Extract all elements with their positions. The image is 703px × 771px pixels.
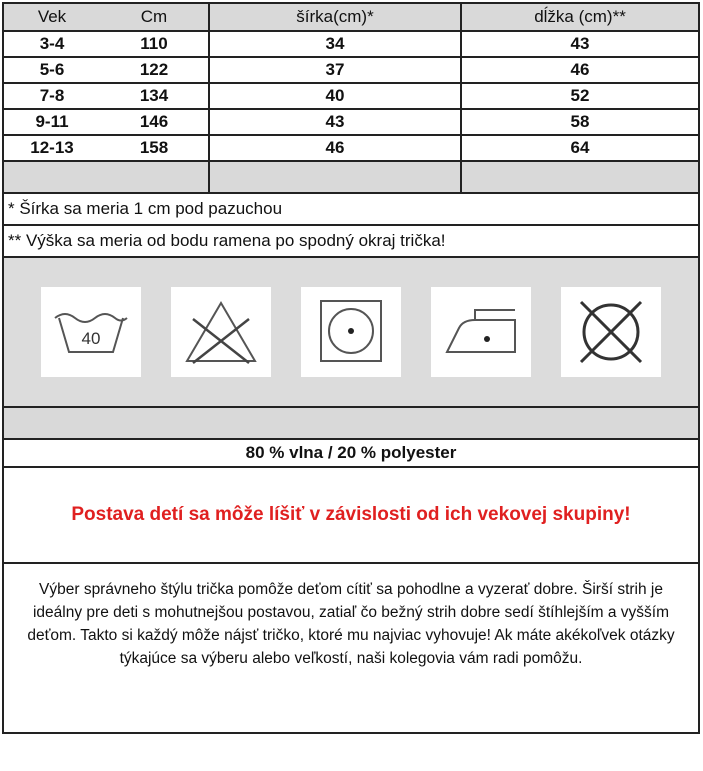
size-chart-sheet xyxy=(2,2,700,734)
header-sirka: šírka(cm)* xyxy=(208,4,460,30)
cell-dlzka: 43 xyxy=(460,32,698,56)
cell-sirka: 46 xyxy=(208,136,460,160)
header-dlzka: dĺžka (cm)** xyxy=(460,4,698,30)
cell-vek: 3-4 xyxy=(39,34,65,53)
care-icons-band xyxy=(2,258,700,408)
no-dry-clean-icon xyxy=(561,287,661,377)
cell-dlzka: 46 xyxy=(460,58,698,82)
no-bleach-icon xyxy=(171,287,271,377)
table-row xyxy=(2,136,700,162)
table-empty-row xyxy=(2,162,700,194)
wash-40-icon xyxy=(41,287,141,377)
cell-cm: 134 xyxy=(139,86,169,105)
table-row xyxy=(2,110,700,136)
cell-sirka: 37 xyxy=(208,58,460,82)
table-row xyxy=(2,32,700,58)
table-header-row xyxy=(2,2,700,32)
tumble-dry-icon xyxy=(301,287,401,377)
cell-sirka: 34 xyxy=(208,32,460,56)
header-cm: Cm xyxy=(140,7,168,26)
width-note: * Šírka sa meria 1 cm pod pazuchou xyxy=(2,194,700,226)
size-warning: Postava detí sa môže líšiť v závislosti od ich vekovej skupiny! xyxy=(2,468,700,564)
table-row xyxy=(2,84,700,110)
cell-dlzka: 58 xyxy=(460,110,698,134)
grey-band xyxy=(2,408,700,440)
cell-sirka: 40 xyxy=(208,84,460,108)
cell-cm: 146 xyxy=(139,112,169,131)
header-vek: Vek xyxy=(37,7,67,26)
height-note: ** Výška sa meria od bodu ramena po spodný okraj trička! xyxy=(2,226,700,258)
cell-vek: 5-6 xyxy=(39,60,65,79)
cell-cm: 110 xyxy=(140,34,168,53)
wash-temp: 40 xyxy=(81,329,101,348)
material-composition: 80 % vlna / 20 % polyester xyxy=(2,440,700,468)
cell-cm: 158 xyxy=(139,138,169,157)
description-text: Výber správneho štýlu trička pomôže deťom cítiť sa pohodlne a vyzerať dobre. Širší strih je ideálny pre deti s mohutnejšou postavou, zatiaľ čo bežný strih dobre sedí štíhlejším a vyšším deťom. Takto si každý môže nájsť tričko, ktoré mu najviac vyhovuje! Ak máte akékoľvek otázky týkajúce sa výberu alebo veľkostí, naši kolegovia vám radi pomôžu. xyxy=(2,564,700,734)
cell-dlzka: 64 xyxy=(460,136,698,160)
cell-cm: 122 xyxy=(139,60,169,79)
cell-vek: 12-13 xyxy=(30,138,74,157)
table-row xyxy=(2,58,700,84)
cell-sirka: 43 xyxy=(208,110,460,134)
cell-vek: 9-11 xyxy=(35,112,69,131)
cell-dlzka: 52 xyxy=(460,84,698,108)
cell-vek: 7-8 xyxy=(39,86,65,105)
iron-low-icon xyxy=(431,287,531,377)
